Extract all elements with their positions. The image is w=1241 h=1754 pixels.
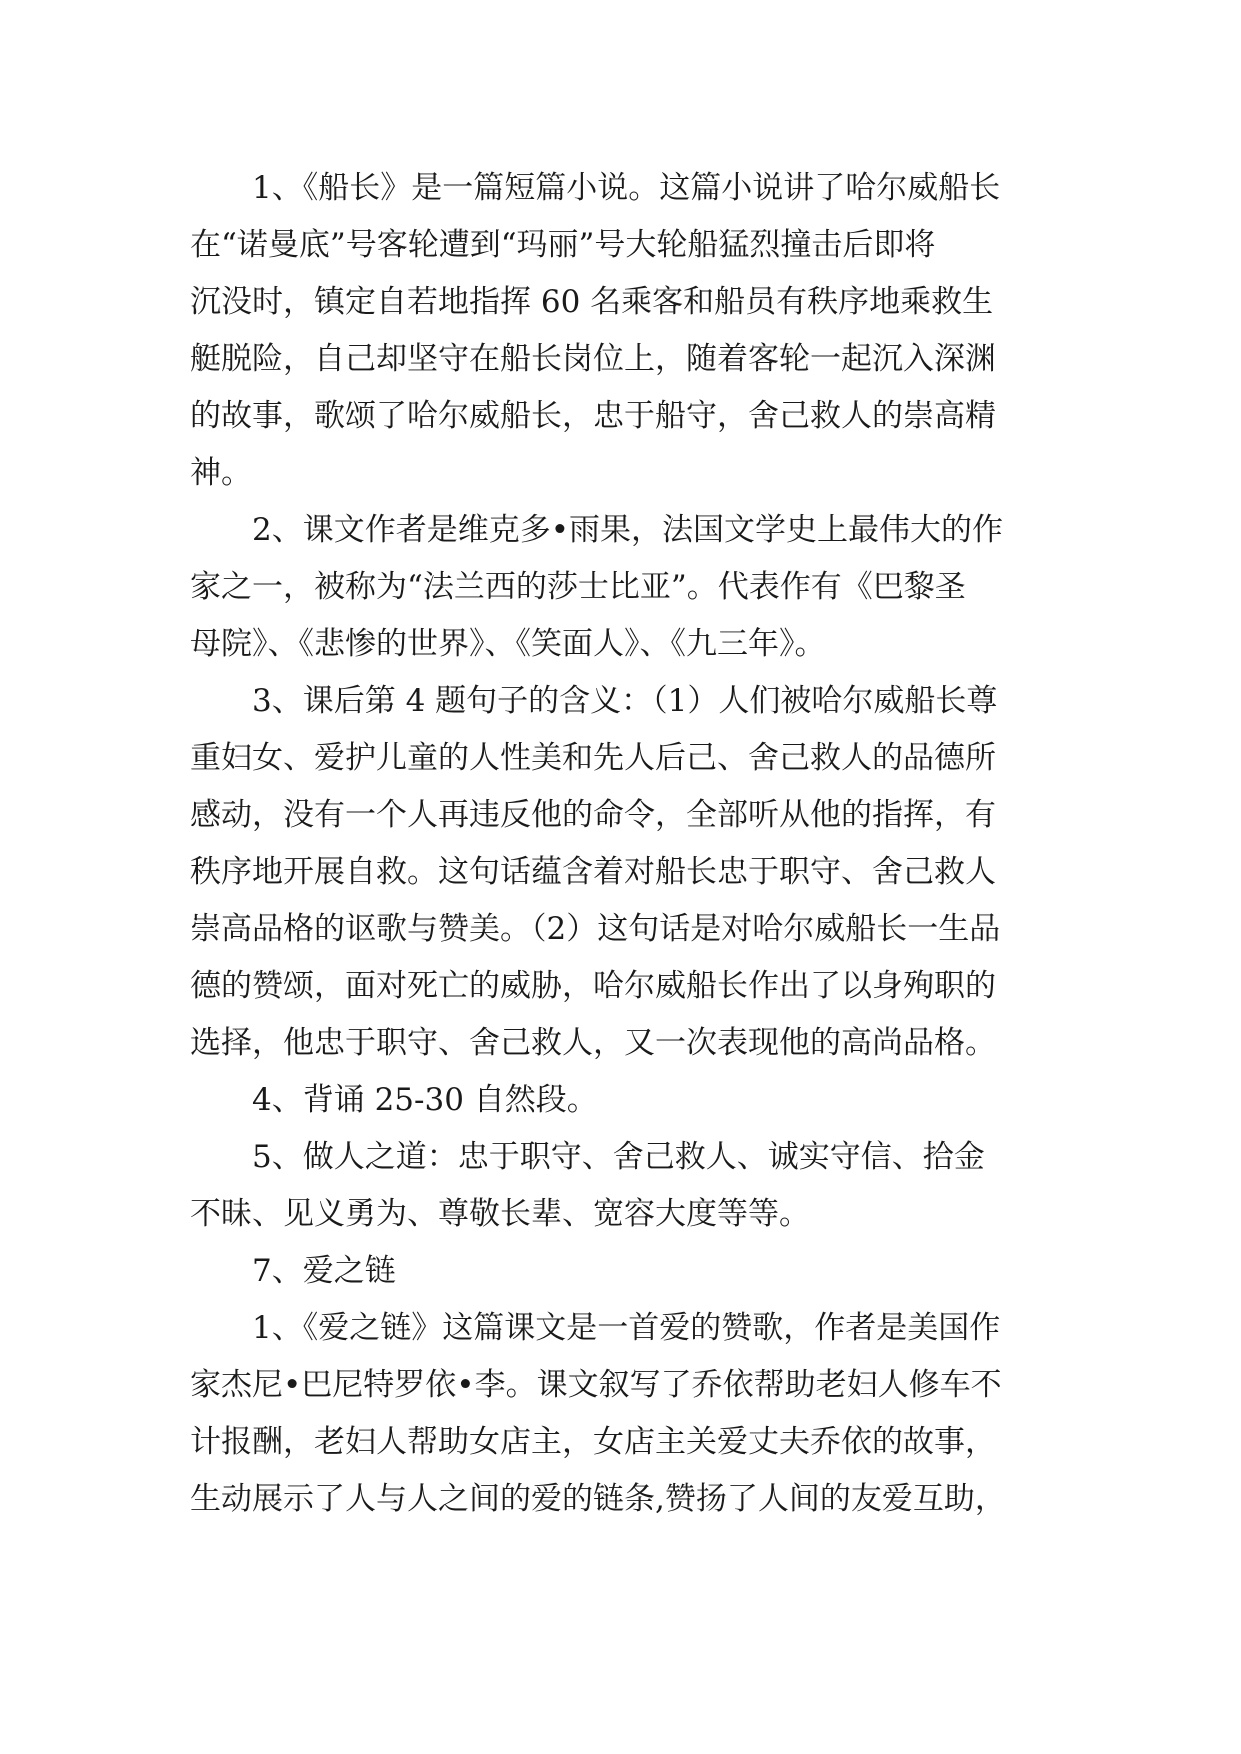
text-line: 的故事，歌颂了哈尔威船长，忠于船守，舍己救人的崇高精 xyxy=(190,398,996,434)
paragraph-recite xyxy=(190,1072,1070,1129)
text-line: 不昧、见义勇为、尊敬长辈、宽容大度等等。 xyxy=(190,1196,810,1232)
paragraph-chain-of-love-summary xyxy=(190,1300,1070,1528)
text-line: 家杰尼•巴尼特罗依•李。课文叙写了乔依帮助老妇人修车不 xyxy=(190,1367,1002,1403)
text-line: 选择，他忠于职守、舍己救人，又一次表现他的高尚品格。 xyxy=(190,1025,996,1061)
text-line: 崇高品格的讴歌与赞美。（2）这句话是对哈尔威船长一生品 xyxy=(190,911,1001,947)
text-line: 5、做人之道：忠于职守、舍己救人、诚实守信、拾金 xyxy=(252,1139,985,1175)
text-line: 生动展示了人与人之间的爱的链条,赞扬了人间的友爱互助， xyxy=(190,1481,1006,1517)
text-line: 家之一，被称为“法兰西的莎士比亚”。代表作有《巴黎圣 xyxy=(190,569,966,605)
text-line: 2、课文作者是维克多•雨果，法国文学史上最伟大的作 xyxy=(252,512,1004,548)
text-line: 神。 xyxy=(190,455,252,491)
text-line: 沉没时，镇定自若地指挥 60 名乘客和船员有秩序地乘救生 xyxy=(190,284,994,320)
text-line: 感动，没有一个人再违反他的命令，全部听从他的指挥，有 xyxy=(190,797,996,833)
section-heading-chain-of-love xyxy=(190,1243,1070,1300)
text-line: 计报酬，老妇人帮助女店主，女店主关爱丈夫乔依的故事， xyxy=(190,1424,996,1460)
text-line: 重妇女、爱护儿童的人性美和先人后己、舍己救人的品德所 xyxy=(190,740,996,776)
text-line: 7、爱之链 xyxy=(252,1253,396,1289)
text-line: 母院》、《悲惨的世界》、《笑面人》、《九三年》。 xyxy=(190,626,826,662)
text-line: 1、《爱之链》这篇课文是一首爱的赞歌，作者是美国作 xyxy=(252,1310,1001,1346)
paragraph-way-of-being xyxy=(190,1129,1070,1243)
paragraph-sentence-meaning xyxy=(190,673,1070,1072)
text-line: 3、课后第 4 题句子的含义：（1）人们被哈尔威船长尊 xyxy=(252,683,998,719)
paragraph-captain-summary xyxy=(190,160,1070,502)
text-line: 德的赞颂，面对死亡的威胁，哈尔威船长作出了以身殉职的 xyxy=(190,968,996,1004)
document-body xyxy=(190,160,1070,1528)
text-line: 秩序地开展自救。这句话蕴含着对船长忠于职守、舍己救人 xyxy=(190,854,996,890)
text-line: 4、背诵 25-30 自然段。 xyxy=(252,1082,598,1118)
paragraph-author xyxy=(190,502,1070,673)
text-line: 1、《船长》是一篇短篇小说。这篇小说讲了哈尔威船长 xyxy=(252,170,1001,206)
text-line: 艇脱险，自己却坚守在船长岗位上，随着客轮一起沉入深渊 xyxy=(190,341,996,377)
text-line: 在“诺曼底”号客轮遭到“玛丽”号大轮船猛烈撞击后即将 xyxy=(190,227,936,263)
